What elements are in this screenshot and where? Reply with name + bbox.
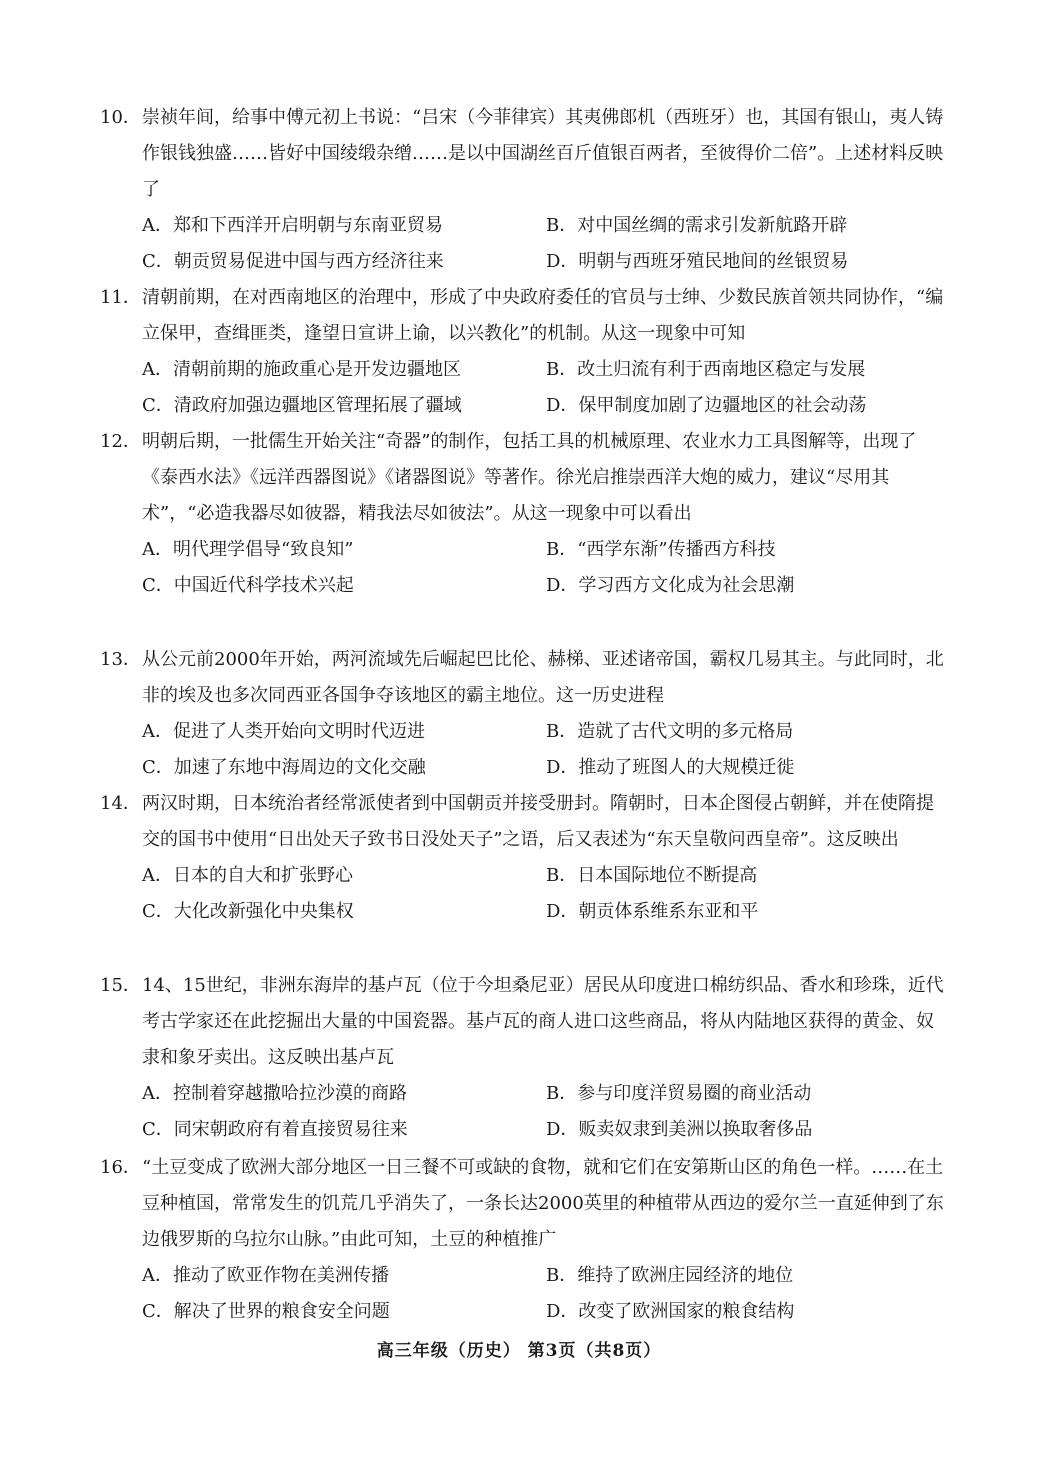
- option-c: C．朝贡贸易促进中国与西方经济往来: [142, 251, 444, 272]
- option-c: C．解决了世界的粮食安全问题: [142, 1301, 390, 1322]
- option-d: D．推动了班图人的大规模迁徙: [546, 757, 795, 778]
- option-a: A．日本的自大和扩张野心: [142, 865, 353, 886]
- option-c: C．加速了东地中海周边的文化交融: [142, 757, 426, 778]
- option-a: A．郑和下西洋开启明朝与东南亚贸易: [142, 215, 443, 236]
- question-13: [100, 642, 950, 786]
- option-b: B．参与印度洋贸易圈的商业活动: [546, 1083, 812, 1104]
- question-text: 两汉时期，日本统治者经常派使者到中国朝贡并接受册封。隋朝时，日本企图侵占朝鲜，并在使隋提交的国书中使用“日出处天子致书日没处天子”之语，后又表述为“东天皇敬问西皇帝”。这反映出: [142, 793, 934, 850]
- question-stem: [100, 786, 950, 858]
- option-b: B．日本国际地位不断提高: [546, 865, 758, 886]
- option-d: D．保甲制度加剧了边疆地区的社会动荡: [546, 395, 867, 416]
- question-stem: [100, 968, 950, 1076]
- question-12: [100, 424, 950, 604]
- option-a: A．控制着穿越撒哈拉沙漠的商路: [142, 1083, 407, 1104]
- question-text: 崇祯年间，给事中傅元初上书说：“吕宋（今菲律宾）其夷佛郎机（西班牙）也，其国有银山，夷人铸作银钱独盛……皆好中国绫缎杂缯……是以中国湖丝百斤值银百两者，至彼得价二倍”。上述材料反映了: [142, 107, 944, 200]
- option-c: C．大化改新强化中央集权: [142, 901, 354, 922]
- question-stem: [100, 642, 950, 714]
- question-stem: [100, 280, 950, 352]
- option-b: B．维持了欧洲庄园经济的地位: [546, 1265, 794, 1286]
- option-a: A．推动了欧亚作物在美洲传播: [142, 1265, 389, 1286]
- question-14: [100, 786, 950, 930]
- option-a: A．清朝前期的施政重心是开发边疆地区: [142, 359, 461, 380]
- question-number: 15．: [100, 975, 141, 996]
- option-c: C．同宋朝政府有着直接贸易往来: [142, 1119, 408, 1140]
- question-number: 11．: [100, 287, 141, 308]
- option-d: D．明朝与西班牙殖民地间的丝银贸易: [546, 251, 849, 272]
- option-c: C．中国近代科学技术兴起: [142, 575, 354, 596]
- options: [100, 1076, 950, 1148]
- question-stem: [100, 424, 950, 532]
- option-b: B．“西学东渐”传播西方科技: [546, 539, 776, 560]
- question-number: 14．: [100, 793, 141, 814]
- option-d: D．贩卖奴隶到美洲以换取奢侈品: [546, 1119, 813, 1140]
- options: [100, 714, 950, 786]
- option-d: D．朝贡体系维系东亚和平: [546, 901, 759, 922]
- option-b: B．造就了古代文明的多元格局: [546, 721, 794, 742]
- option-a: A．促进了人类开始向文明时代迈进: [142, 721, 425, 742]
- question-text: 清朝前期，在对西南地区的治理中，形成了中央政府委任的官员与士绅、少数民族首领共同协作，“编立保甲，查缉匪类，逢望日宣讲上谕，以兴教化”的机制。从这一现象中可知: [142, 287, 944, 344]
- options: [100, 352, 950, 424]
- page-footer: 高三年级（历史） 第3页（共8页）: [376, 1341, 662, 1361]
- question-text: 明朝后期，一批儒生开始关注“奇器”的制作，包括工具的机械原理、农业水力工具图解等，出现了《泰西水法》《远洋西器图说》《诸器图说》等著作。徐光启推崇西洋大炮的威力，建议“尽用其术”，“必造我器尽如彼器，精我法尽如彼法”。从这一现象中可以看出: [142, 431, 917, 524]
- option-b: B．改土归流有利于西南地区稳定与发展: [546, 359, 866, 380]
- option-c: C．清政府加强边疆地区管理拓展了疆域: [142, 395, 462, 416]
- question-10: [100, 100, 950, 280]
- question-15: [100, 968, 950, 1148]
- question-number: 12．: [100, 431, 141, 452]
- question-text: 14、15世纪，非洲东海岸的基卢瓦（位于今坦桑尼亚）居民从印度进口棉纺织品、香水和珍珠，近代考古学家还在此挖掘出大量的中国瓷器。基卢瓦的商人进口这些商品，将从内陆地区获得的黄金、奴隶和象牙卖出。这反映出基卢瓦: [142, 975, 944, 1068]
- question-text: 从公元前2000年开始，两河流域先后崛起巴比伦、赫梯、亚述诸帝国，霸权几易其主。与此同时，北非的埃及也多次同西亚各国争夺该地区的霸主地位。这一历史进程: [142, 649, 944, 706]
- option-d: D．学习西方文化成为社会思潮: [546, 575, 795, 596]
- question-number: 16．: [100, 1157, 141, 1178]
- question-text: “土豆变成了欧洲大部分地区一日三餐不可或缺的食物，就和它们在安第斯山区的角色一样。……在土豆种植国，常常发生的饥荒几乎消失了，一条长达2000英里的种植带从西边的爱尔兰一直延伸到了东边俄罗斯的乌拉尔山脉。”由此可知，土豆的种植推广: [142, 1157, 944, 1250]
- options: [100, 208, 950, 280]
- question-11: [100, 280, 950, 424]
- option-b: B．对中国丝绸的需求引发新航路开辟: [546, 215, 848, 236]
- options: [100, 1258, 950, 1330]
- question-stem: [100, 1150, 950, 1258]
- option-d: D．改变了欧洲国家的粮食结构: [546, 1301, 795, 1322]
- options: [100, 858, 950, 930]
- question-16: [100, 1150, 950, 1330]
- option-a: A．明代理学倡导“致良知”: [142, 539, 354, 560]
- question-stem: [100, 100, 950, 208]
- question-number: 13．: [100, 649, 141, 670]
- question-number: 10．: [100, 107, 141, 128]
- options: [100, 532, 950, 604]
